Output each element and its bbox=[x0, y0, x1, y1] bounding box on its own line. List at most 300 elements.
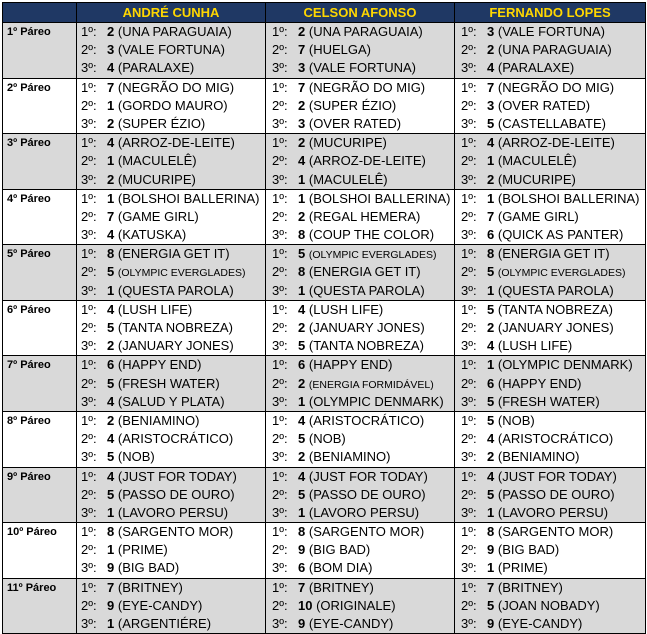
pick-line bbox=[77, 504, 265, 522]
horse-name: (UNA PARAGUAIA) bbox=[117, 24, 232, 39]
pick-position: 1º: bbox=[81, 24, 97, 39]
pick-line bbox=[77, 97, 265, 115]
horse-name: (EYE-CANDY) bbox=[497, 616, 583, 631]
pick-line bbox=[77, 263, 265, 281]
pick-position: 1º: bbox=[81, 468, 97, 484]
pick-line bbox=[455, 393, 645, 411]
race-label: 9º Páreo bbox=[3, 467, 77, 523]
horse-name: (KATUSKA) bbox=[117, 227, 187, 243]
pick-position: 1º: bbox=[81, 357, 97, 373]
pick-line bbox=[455, 615, 645, 633]
horse-number: 8 bbox=[298, 227, 306, 243]
pick-cell bbox=[77, 467, 266, 523]
pick-cell bbox=[77, 189, 266, 245]
pick-line bbox=[77, 579, 265, 597]
pick-line bbox=[266, 579, 454, 597]
horse-number: 2 bbox=[107, 338, 115, 354]
horse-number: 1 bbox=[107, 504, 115, 520]
pick-line bbox=[266, 597, 454, 615]
pick-position: 3º: bbox=[272, 227, 288, 243]
horse-number: 4 bbox=[298, 468, 306, 484]
pick-line bbox=[266, 245, 454, 263]
pick-position: 3º: bbox=[272, 449, 288, 465]
pick-cell bbox=[455, 23, 646, 79]
pick-position: 2º: bbox=[81, 42, 97, 58]
horse-number: 4 bbox=[107, 431, 115, 447]
pick-position: 1º: bbox=[461, 79, 477, 95]
pick-cell bbox=[266, 245, 455, 301]
horse-name: (CASTELLABATE) bbox=[497, 115, 606, 131]
horse-number: 7 bbox=[107, 79, 115, 95]
horse-name: (QUESTA PAROLA) bbox=[497, 282, 614, 298]
horse-name: (OVER RATED) bbox=[308, 115, 402, 131]
horse-number: 5 bbox=[487, 264, 495, 280]
horse-number: 1 bbox=[487, 190, 495, 206]
pick-line bbox=[455, 523, 645, 541]
pick-line bbox=[455, 208, 645, 226]
pick-position: 2º: bbox=[272, 542, 288, 558]
horse-name: (LAVORO PERSU) bbox=[497, 504, 609, 520]
horse-number: 8 bbox=[298, 264, 306, 280]
horse-number: 9 bbox=[298, 616, 306, 631]
pick-position: 2º: bbox=[81, 542, 97, 558]
pick-position: 1º: bbox=[81, 79, 97, 95]
horse-name: (MUCURIPE) bbox=[497, 171, 576, 187]
horse-name: (TANTA NOBREZA) bbox=[117, 320, 233, 335]
pick-line bbox=[77, 23, 265, 41]
horse-name: (ENERGIA GET IT) bbox=[497, 246, 610, 262]
horse-name: (UNA PARAGUAIA) bbox=[497, 42, 612, 58]
horse-name: (SARGENTO MOR) bbox=[117, 524, 234, 540]
horse-number: 1 bbox=[487, 504, 495, 520]
horse-number: 2 bbox=[487, 171, 495, 187]
horse-name: (SUPER ÉZIO) bbox=[117, 115, 206, 131]
pick-line bbox=[455, 486, 645, 504]
horse-number: 3 bbox=[298, 115, 306, 131]
pick-line bbox=[77, 393, 265, 411]
pick-cell bbox=[455, 523, 646, 579]
pick-position: 3º: bbox=[272, 616, 288, 631]
pick-line bbox=[77, 337, 265, 355]
horse-number: 2 bbox=[107, 412, 115, 428]
horse-number: 7 bbox=[298, 579, 306, 595]
horse-name: (MACULELÊ) bbox=[308, 171, 388, 187]
pick-line bbox=[455, 171, 645, 189]
horse-number: 5 bbox=[487, 393, 495, 409]
horse-name: (JANUARY JONES) bbox=[497, 320, 614, 335]
pick-line bbox=[455, 541, 645, 559]
pick-position: 3º: bbox=[81, 560, 97, 576]
pick-position: 1º: bbox=[272, 190, 288, 206]
pick-line bbox=[77, 115, 265, 133]
horse-name: (MACULELÊ) bbox=[497, 153, 577, 169]
pick-position: 3º: bbox=[81, 504, 97, 520]
horse-number: 2 bbox=[487, 320, 495, 335]
pick-position: 2º: bbox=[81, 153, 97, 169]
horse-name: (QUESTA PAROLA) bbox=[117, 282, 234, 298]
pick-line bbox=[77, 208, 265, 226]
pick-cell bbox=[266, 467, 455, 523]
horse-name: (ENERGIA GET IT) bbox=[308, 264, 421, 280]
pick-cell bbox=[266, 523, 455, 579]
horse-number: 4 bbox=[487, 60, 495, 76]
pick-position: 3º: bbox=[81, 171, 97, 187]
horse-name: (GAME GIRL) bbox=[497, 208, 579, 224]
pick-line bbox=[77, 226, 265, 244]
horse-number: 8 bbox=[487, 524, 495, 540]
horse-number: 4 bbox=[107, 301, 115, 317]
pick-position: 1º: bbox=[272, 579, 288, 595]
horse-number: 6 bbox=[107, 357, 115, 373]
pick-position: 1º: bbox=[272, 412, 288, 428]
horse-name: (OLYMPIC DENMARK) bbox=[308, 393, 444, 409]
pick-cell bbox=[77, 23, 266, 79]
pick-cell bbox=[266, 578, 455, 634]
horse-number: 7 bbox=[487, 79, 495, 95]
pick-line bbox=[77, 171, 265, 189]
race-row bbox=[3, 411, 646, 467]
pick-line bbox=[455, 597, 645, 615]
horse-number: 4 bbox=[487, 338, 495, 354]
pick-cell bbox=[266, 411, 455, 467]
pick-line bbox=[455, 412, 645, 430]
pick-position: 1º: bbox=[272, 468, 288, 484]
horse-number: 2 bbox=[298, 97, 306, 113]
pick-position: 2º: bbox=[272, 264, 288, 280]
pick-line bbox=[77, 190, 265, 208]
pick-position: 2º: bbox=[272, 208, 288, 224]
horse-name: (GORDO MAURO) bbox=[117, 97, 228, 113]
pick-position: 2º: bbox=[461, 264, 477, 280]
column-header: FERNANDO LOPES bbox=[455, 3, 646, 23]
horse-name: (ARISTOCRÁTICO) bbox=[497, 431, 614, 447]
pick-position: 3º: bbox=[272, 115, 288, 131]
pick-position: 3º: bbox=[81, 115, 97, 131]
horse-number: 4 bbox=[107, 227, 115, 243]
horse-name: (SALUD Y PLATA) bbox=[117, 393, 225, 409]
pick-position: 3º: bbox=[272, 338, 288, 354]
pick-line bbox=[77, 448, 265, 466]
horse-name: (HAPPY END) bbox=[497, 375, 582, 391]
pick-position: 2º: bbox=[461, 542, 477, 558]
pick-line bbox=[77, 375, 265, 393]
horse-name: (PRIME) bbox=[497, 560, 548, 576]
horse-name: (UNA PARAGUAIA) bbox=[308, 24, 423, 39]
pick-line bbox=[455, 245, 645, 263]
pick-position: 3º: bbox=[461, 449, 477, 465]
pick-position: 1º: bbox=[81, 579, 97, 595]
header-corner bbox=[3, 3, 77, 23]
pick-position: 1º: bbox=[272, 357, 288, 373]
pick-position: 1º: bbox=[81, 135, 97, 151]
horse-name: (PRIME) bbox=[117, 542, 168, 558]
pick-line bbox=[266, 282, 454, 300]
horse-name: (LAVORO PERSU) bbox=[117, 504, 229, 520]
pick-position: 3º: bbox=[272, 393, 288, 409]
horse-name: (BOLSHOI BALLERINA) bbox=[497, 190, 640, 206]
horse-number: 10 bbox=[298, 597, 313, 613]
horse-number: 2 bbox=[487, 42, 495, 58]
horse-number: 1 bbox=[487, 153, 495, 169]
horse-name: (OLYMPIC EVERGLADES) bbox=[117, 267, 246, 280]
horse-number: 2 bbox=[298, 24, 306, 39]
pick-line bbox=[455, 301, 645, 319]
horse-name: (ORIGINALE) bbox=[316, 597, 396, 613]
horse-number: 1 bbox=[487, 282, 495, 298]
horse-number: 5 bbox=[487, 115, 495, 131]
pick-position: 2º: bbox=[272, 320, 288, 335]
horse-name: (ARGENTIÉRE) bbox=[117, 616, 212, 631]
pick-line bbox=[455, 282, 645, 300]
horse-number: 1 bbox=[107, 97, 115, 113]
pick-line bbox=[266, 337, 454, 355]
horse-number: 5 bbox=[107, 449, 115, 465]
horse-number: 8 bbox=[487, 246, 495, 262]
horse-name: (LUSH LIFE) bbox=[117, 301, 193, 317]
horse-number: 5 bbox=[298, 431, 306, 447]
pick-position: 3º: bbox=[461, 560, 477, 576]
pick-line bbox=[455, 375, 645, 393]
pick-line bbox=[77, 559, 265, 577]
horse-number: 5 bbox=[487, 412, 495, 428]
pick-line bbox=[455, 430, 645, 448]
horse-number: 4 bbox=[107, 135, 115, 151]
race-label: 1º Páreo bbox=[3, 23, 77, 79]
horse-name: (ARROZ-DE-LEITE) bbox=[117, 135, 235, 151]
pick-position: 2º: bbox=[461, 208, 477, 224]
pick-line bbox=[77, 134, 265, 152]
horse-name: (NOB) bbox=[497, 412, 535, 428]
horse-name: (EYE-CANDY) bbox=[117, 597, 203, 613]
pick-line bbox=[455, 226, 645, 244]
header-row bbox=[3, 3, 646, 23]
pick-position: 3º: bbox=[461, 227, 477, 243]
horse-name: (ARROZ-DE-LEITE) bbox=[497, 135, 615, 151]
pick-position: 3º: bbox=[81, 60, 97, 76]
pick-position: 1º: bbox=[461, 190, 477, 206]
pick-line bbox=[77, 319, 265, 337]
horse-number: 5 bbox=[107, 375, 115, 391]
pick-position: 3º: bbox=[272, 60, 288, 76]
horse-name: (COUP THE COLOR) bbox=[308, 227, 435, 243]
pick-position: 1º: bbox=[461, 468, 477, 484]
race-row bbox=[3, 78, 646, 134]
horse-name: (REGAL HEMERA) bbox=[308, 208, 421, 224]
pick-position: 1º: bbox=[272, 246, 288, 262]
horse-number: 6 bbox=[487, 227, 495, 243]
pick-position: 2º: bbox=[81, 486, 97, 502]
horse-name: (OLYMPIC EVERGLADES) bbox=[497, 267, 626, 280]
pick-line bbox=[455, 319, 645, 337]
horse-number: 4 bbox=[298, 301, 306, 317]
pick-line bbox=[77, 541, 265, 559]
horse-name: (NOB) bbox=[308, 431, 346, 447]
pick-position: 1º: bbox=[81, 301, 97, 317]
pick-position: 2º: bbox=[81, 375, 97, 391]
race-row bbox=[3, 523, 646, 579]
race-label: 4º Páreo bbox=[3, 189, 77, 245]
pick-line bbox=[266, 448, 454, 466]
pick-line bbox=[266, 430, 454, 448]
horse-number: 3 bbox=[298, 60, 306, 76]
horse-name: (BIG BAD) bbox=[308, 542, 371, 558]
pick-position: 2º: bbox=[461, 320, 477, 335]
horse-name: (LUSH LIFE) bbox=[497, 338, 573, 354]
pick-position: 1º: bbox=[272, 79, 288, 95]
pick-position: 2º: bbox=[272, 375, 288, 391]
pick-position: 2º: bbox=[461, 42, 477, 58]
pick-cell bbox=[77, 411, 266, 467]
pick-line bbox=[77, 430, 265, 448]
horse-number: 5 bbox=[107, 264, 115, 280]
horse-name: (NEGRÃO DO MIG) bbox=[117, 79, 235, 95]
horse-name: (FRESH WATER) bbox=[497, 393, 600, 409]
picks-body bbox=[3, 23, 646, 634]
horse-number: 4 bbox=[487, 135, 495, 151]
horse-number: 9 bbox=[107, 597, 115, 613]
horse-number: 8 bbox=[107, 246, 115, 262]
horse-name: (BIG BAD) bbox=[497, 542, 560, 558]
horse-name: (BOLSHOI BALLERINA) bbox=[117, 190, 260, 206]
horse-name: (ARROZ-DE-LEITE) bbox=[308, 153, 426, 169]
pick-position: 2º: bbox=[272, 431, 288, 447]
pick-position: 2º: bbox=[461, 486, 477, 502]
horse-number: 9 bbox=[107, 560, 115, 576]
race-label: 6º Páreo bbox=[3, 300, 77, 356]
horse-name: (PASSO DE OURO) bbox=[308, 486, 426, 502]
race-row bbox=[3, 23, 646, 79]
horse-number: 7 bbox=[487, 579, 495, 595]
pick-position: 2º: bbox=[81, 320, 97, 335]
horse-name: (PARALAXE) bbox=[497, 60, 575, 76]
pick-position: 3º: bbox=[461, 60, 477, 76]
horse-name: (VALE FORTUNA) bbox=[308, 60, 417, 76]
horse-number: 3 bbox=[487, 24, 495, 39]
pick-cell bbox=[455, 467, 646, 523]
horse-name: (SUPER ÉZIO) bbox=[308, 97, 397, 113]
pick-line bbox=[266, 41, 454, 59]
column-header: CELSON AFONSO bbox=[266, 3, 455, 23]
pick-line bbox=[77, 486, 265, 504]
pick-cell bbox=[266, 356, 455, 412]
horse-number: 9 bbox=[487, 542, 495, 558]
horse-number: 5 bbox=[487, 486, 495, 502]
horse-name: (HUELGA) bbox=[308, 42, 371, 58]
pick-line bbox=[77, 597, 265, 615]
horse-name: (MACULELÊ) bbox=[117, 153, 197, 169]
horse-name: (SARGENTO MOR) bbox=[308, 524, 425, 540]
pick-position: 2º: bbox=[81, 431, 97, 447]
picks-table bbox=[2, 2, 646, 634]
horse-number: 8 bbox=[107, 524, 115, 540]
horse-name: (BRITNEY) bbox=[308, 579, 374, 595]
horse-number: 8 bbox=[298, 524, 306, 540]
pick-line bbox=[266, 523, 454, 541]
pick-line bbox=[266, 23, 454, 41]
pick-line bbox=[455, 559, 645, 577]
horse-number: 2 bbox=[298, 135, 306, 151]
horse-number: 4 bbox=[487, 431, 495, 447]
race-label: 8º Páreo bbox=[3, 411, 77, 467]
pick-line bbox=[266, 468, 454, 486]
race-row bbox=[3, 189, 646, 245]
pick-position: 1º: bbox=[461, 579, 477, 595]
pick-position: 3º: bbox=[81, 393, 97, 409]
pick-position: 1º: bbox=[81, 190, 97, 206]
pick-cell bbox=[455, 245, 646, 301]
pick-line bbox=[266, 263, 454, 281]
pick-line bbox=[77, 412, 265, 430]
pick-line bbox=[455, 263, 645, 281]
horse-number: 2 bbox=[298, 449, 306, 465]
pick-cell bbox=[77, 300, 266, 356]
pick-line bbox=[266, 208, 454, 226]
pick-cell bbox=[266, 23, 455, 79]
pick-position: 2º: bbox=[81, 597, 97, 613]
horse-name: (FRESH WATER) bbox=[117, 375, 220, 391]
horse-number: 4 bbox=[298, 412, 306, 428]
horse-number: 2 bbox=[487, 449, 495, 465]
pick-line bbox=[77, 468, 265, 486]
pick-line bbox=[77, 152, 265, 170]
pick-line bbox=[77, 523, 265, 541]
pick-position: 3º: bbox=[461, 171, 477, 187]
pick-line bbox=[266, 486, 454, 504]
race-row bbox=[3, 245, 646, 301]
horse-name: (GAME GIRL) bbox=[117, 208, 199, 224]
horse-name: (ARISTOCRÁTICO) bbox=[308, 412, 425, 428]
horse-name: (PASSO DE OURO) bbox=[117, 486, 235, 502]
horse-number: 5 bbox=[298, 246, 306, 262]
pick-line bbox=[77, 615, 265, 633]
pick-line bbox=[77, 79, 265, 97]
pick-line bbox=[455, 79, 645, 97]
pick-position: 3º: bbox=[272, 282, 288, 298]
pick-line bbox=[266, 134, 454, 152]
pick-line bbox=[455, 190, 645, 208]
pick-position: 3º: bbox=[81, 616, 97, 631]
horse-name: (MUCURIPE) bbox=[308, 135, 387, 151]
pick-line bbox=[455, 356, 645, 374]
pick-position: 2º: bbox=[272, 97, 288, 113]
pick-position: 3º: bbox=[461, 115, 477, 131]
horse-name: (JANUARY JONES) bbox=[308, 320, 425, 335]
pick-cell bbox=[77, 523, 266, 579]
pick-line bbox=[266, 356, 454, 374]
pick-position: 1º: bbox=[81, 412, 97, 428]
pick-line bbox=[455, 448, 645, 466]
race-row bbox=[3, 134, 646, 190]
horse-name: (BOLSHOI BALLERINA) bbox=[308, 190, 451, 206]
horse-name: (BRITNEY) bbox=[497, 579, 563, 595]
pick-position: 3º: bbox=[81, 338, 97, 354]
pick-position: 2º: bbox=[272, 153, 288, 169]
horse-number: 2 bbox=[107, 24, 115, 39]
pick-position: 2º: bbox=[81, 97, 97, 113]
horse-name: (OVER RATED) bbox=[497, 97, 591, 113]
pick-line bbox=[77, 282, 265, 300]
horse-number: 5 bbox=[107, 320, 115, 335]
pick-position: 2º: bbox=[461, 153, 477, 169]
horse-name: (JANUARY JONES) bbox=[117, 338, 234, 354]
race-label: 10º Páreo bbox=[3, 523, 77, 579]
horse-name: (TANTA NOBREZA) bbox=[308, 338, 424, 354]
horse-name: (LAVORO PERSU) bbox=[308, 504, 420, 520]
pick-line bbox=[455, 337, 645, 355]
pick-position: 1º: bbox=[461, 24, 477, 39]
pick-position: 3º: bbox=[272, 560, 288, 576]
pick-position: 3º: bbox=[461, 504, 477, 520]
